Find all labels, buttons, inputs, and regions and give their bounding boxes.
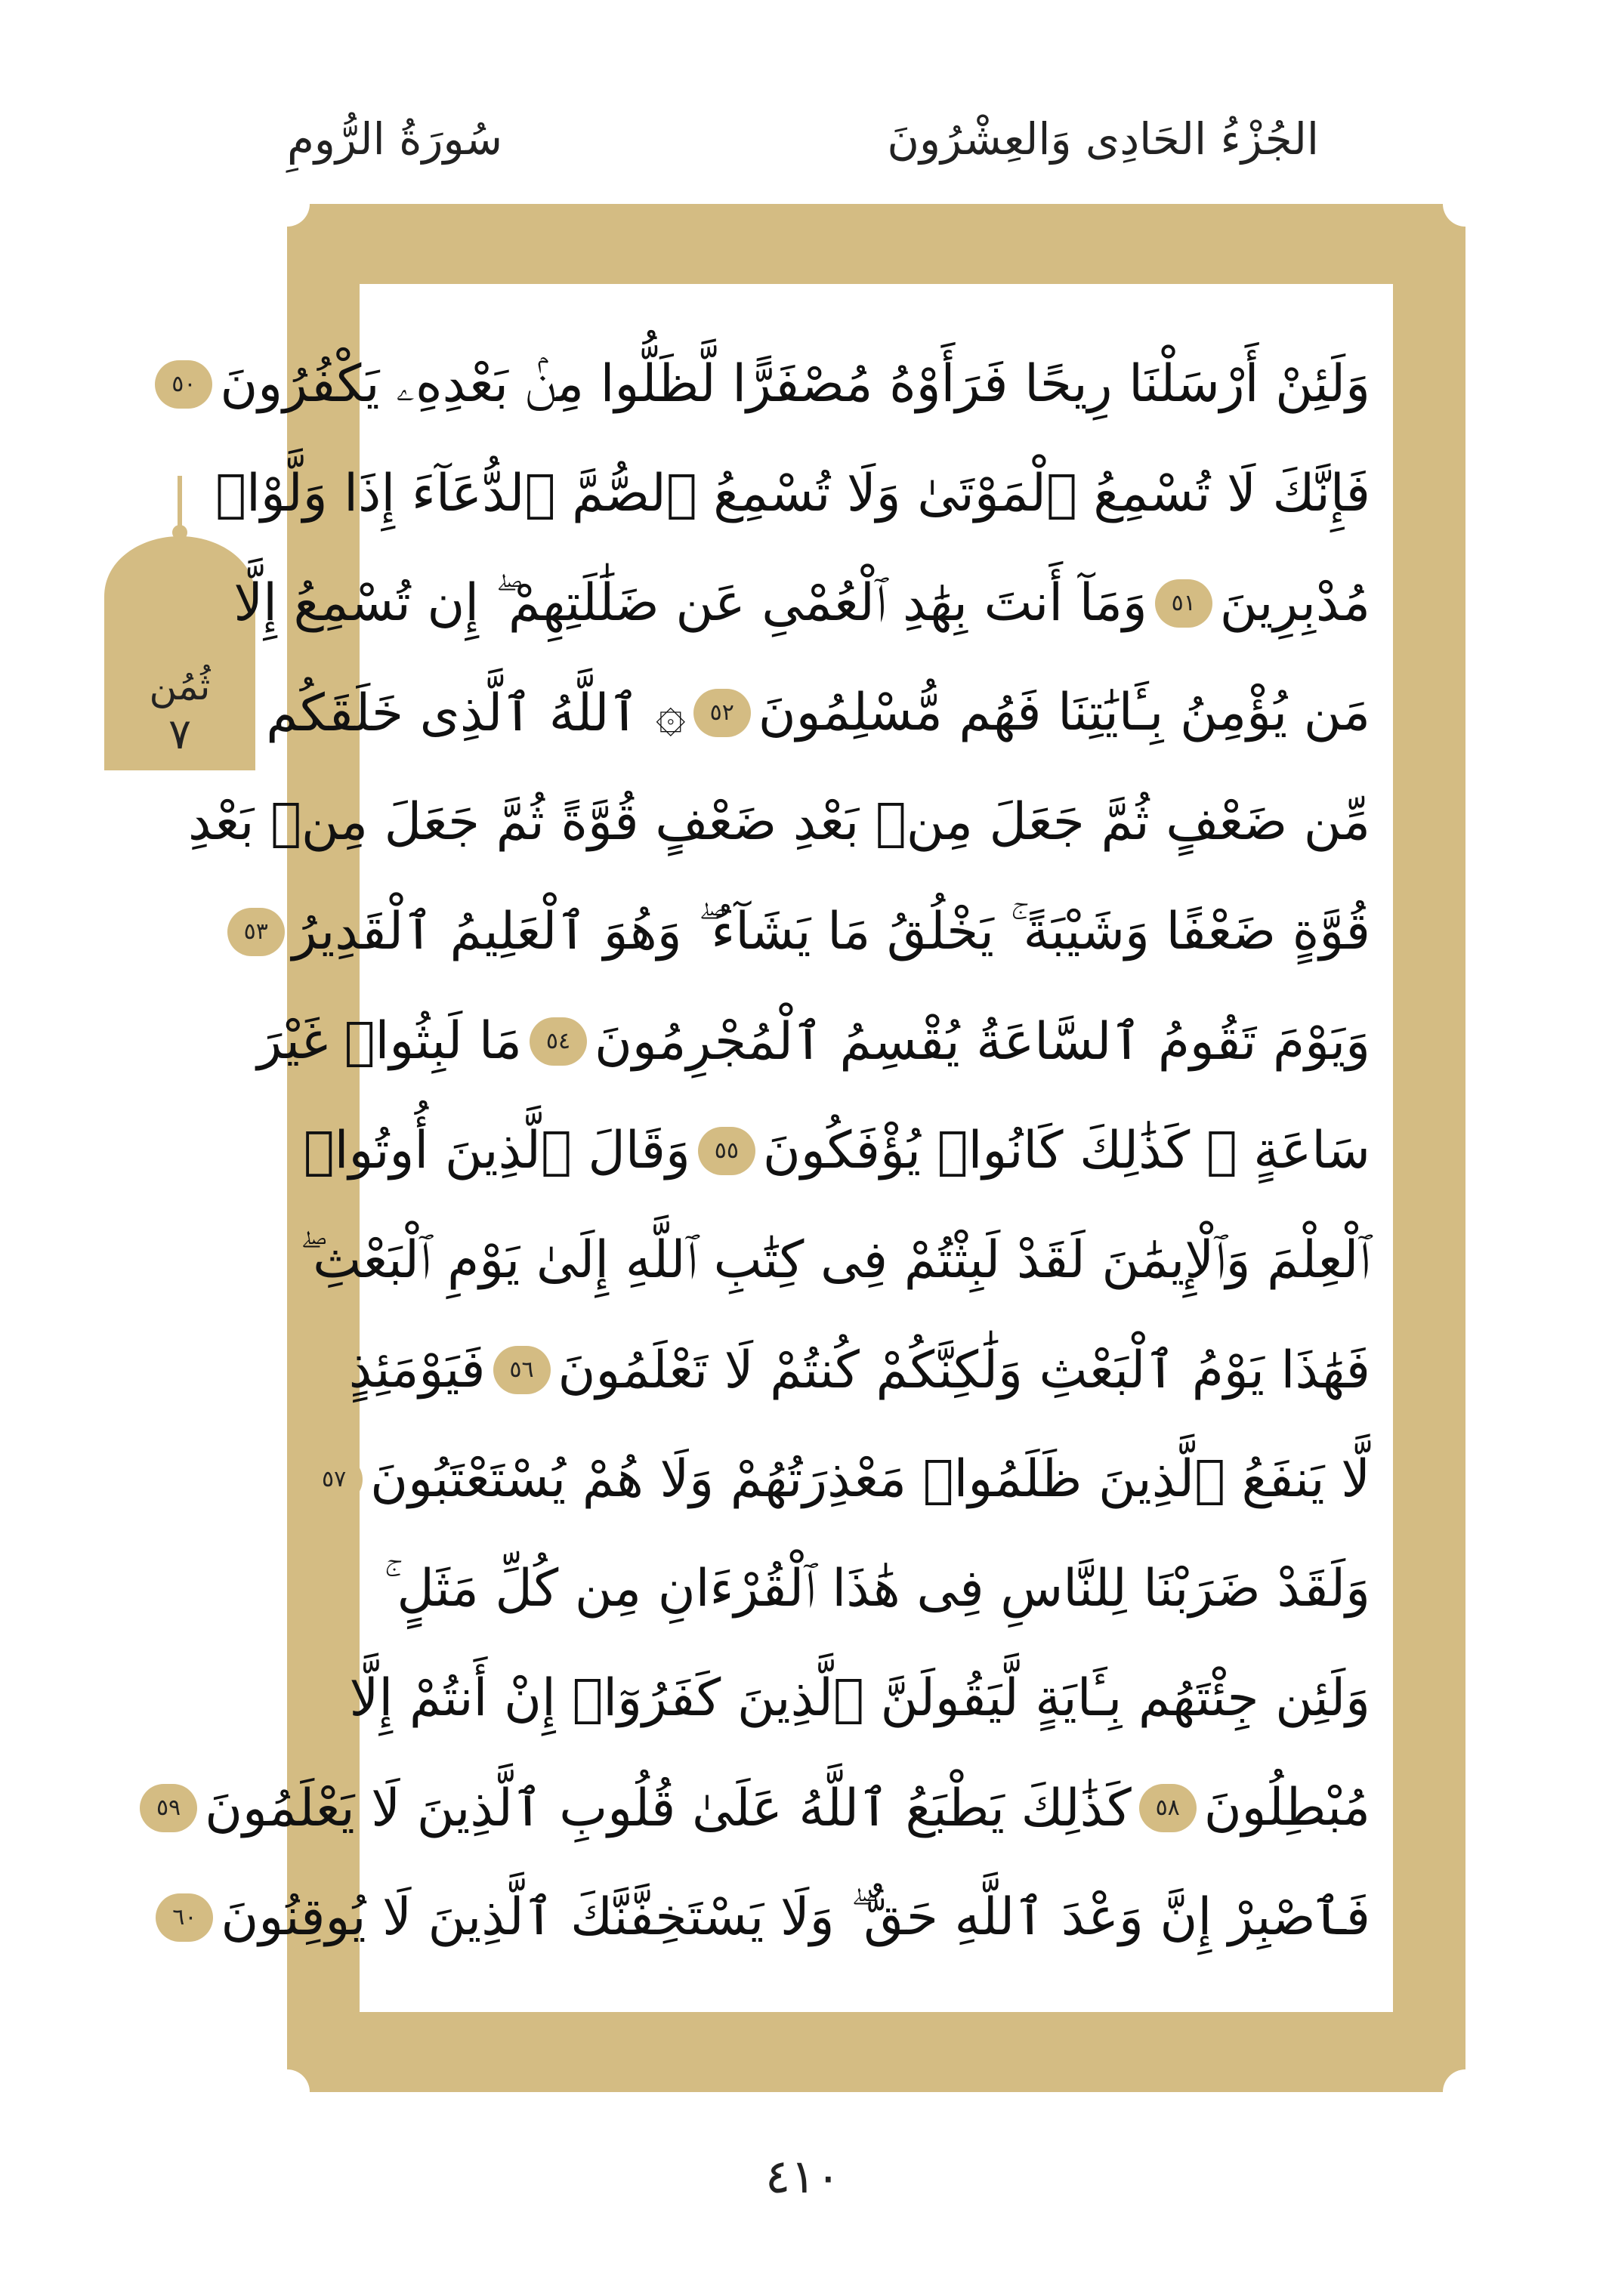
ayah-number: ٥٣ xyxy=(227,908,285,956)
ayah-number: ٥٥ xyxy=(698,1127,755,1175)
verse-text: لَّا يَنفَعُ ٱلَّذِينَ ظَلَمُوا۟ مَعْذِرَتُهُمْ وَلَا هُمْ يُسْتَعْتَبُونَ xyxy=(370,1449,1370,1509)
verse-line xyxy=(349,1643,1370,1753)
verse-line xyxy=(215,439,1370,548)
verse-text: فَهَٰذَا يَوْمُ ٱلْبَعْثِ وَلَٰكِنَّكُمْ كُنتُمْ لَا تَعْلَمُونَ xyxy=(557,1340,1370,1400)
ayah-number: ٦٠ xyxy=(156,1893,213,1942)
thumn-label: ثُمُن xyxy=(149,665,211,708)
verse-text: فَإِنَّكَ لَا تُسْمِعُ ٱلْمَوْتَىٰ وَلَا تُسْمِعُ ٱلصُّمَّ ٱلدُّعَآءَ إِذَا وَلَّوْا۟ xyxy=(215,464,1370,523)
ayah-number: ٥٢ xyxy=(693,689,751,737)
verse-line xyxy=(348,1315,1370,1424)
verse-text: وَلَئِن جِئْتَهُم بِـَٔايَةٍ لَّيَقُولَنَّ ٱلَّذِينَ كَفَرُوٓا۟ إِنْ أَنتُمْ إِلَّا xyxy=(349,1668,1370,1728)
ayah-number: ٥٤ xyxy=(530,1017,587,1066)
ayah-number: ٥٧ xyxy=(305,1455,363,1504)
verse-text: مَن يُؤْمِنُ بِـَٔايَٰتِنَا فَهُم مُّسْلِمُونَ xyxy=(758,683,1370,742)
verse-text: وَيَوْمَ تَقُومُ ٱلسَّاعَةُ يُقْسِمُ ٱلْمُجْرِمُونَ xyxy=(594,1011,1370,1072)
verse-text: مُدْبِرِينَ xyxy=(1219,573,1370,633)
verse-text: ٱلْعِلْمَ وَٱلْإِيمَٰنَ لَقَدْ لَبِثْتُمْ فِى كِتَٰبِ ٱللَّهِ إِلَىٰ يَوْمِ ٱلْبَعْثِ ۖ xyxy=(300,1230,1370,1290)
verse-line xyxy=(171,329,1370,439)
page-number: ٤١٠ xyxy=(765,2149,841,2204)
ayah-number: ٥٨ xyxy=(1139,1784,1197,1832)
verse-text: وَقَالَ ٱلَّذِينَ أُوتُوا۟ xyxy=(303,1121,690,1180)
verse-line xyxy=(382,1534,1370,1643)
juz-title: الجُزْءُ الحَادِى وَالعِشْرُونَ xyxy=(887,113,1319,165)
thumn-number: ٧ xyxy=(168,710,192,759)
verse-text: وَلَئِنْ أَرْسَلْنَا رِيحًا فَرَأَوْهُ مُصْفَرًّا لَّظَلُّوا مِنۢ بَعْدِهِۦ يَكْفُرُونَ xyxy=(220,353,1370,414)
verse-text: مَا لَبِثُوا۟ غَيْرَ xyxy=(257,1011,522,1071)
verse-line xyxy=(322,1424,1370,1534)
verse-text: سَاعَةٍ ۚ كَذَٰلِكَ كَانُوا۟ يُؤْفَكُونَ xyxy=(762,1121,1370,1180)
verse-text: مِّن ضَعْفٍ ثُمَّ جَعَلَ مِنۢ بَعْدِ ضَعْفٍ قُوَّةً ثُمَّ جَعَلَ مِنۢ بَعْدِ xyxy=(188,792,1370,852)
verse-line xyxy=(172,1862,1370,1972)
verse-line xyxy=(233,548,1370,658)
ayah-number: ٥٠ xyxy=(155,360,212,409)
verse-line xyxy=(243,877,1370,986)
verse-line xyxy=(266,658,1370,767)
surah-title: سُورَةُ الرُّومِ xyxy=(287,113,503,165)
verse-line xyxy=(300,1205,1370,1315)
verse-line xyxy=(303,1096,1370,1205)
verse-text: فَيَوْمَئِذٍ xyxy=(348,1340,486,1400)
ayah-number: ٥٩ xyxy=(140,1784,197,1832)
verse-line xyxy=(188,767,1370,877)
verse-line xyxy=(156,1753,1370,1862)
verse-text: قُوَّةٍ ضَعْفًا وَشَيْبَةً ۚ يَخْلُقُ مَا يَشَآءُ ۖ وَهُوَ ٱلْعَلِيمُ ٱلْقَدِيرُ xyxy=(292,902,1370,961)
verse-text: كَذَٰلِكَ يَطْبَعُ ٱللَّهُ عَلَىٰ قُلُوبِ ٱلَّذِينَ لَا يَعْلَمُونَ xyxy=(205,1778,1132,1838)
verse-text: مُبْطِلُونَ xyxy=(1203,1778,1370,1838)
verse-text: ۞ ٱللَّهُ ٱلَّذِى خَلَقَكُم xyxy=(266,683,686,743)
verse-text: وَمَآ أَنتَ بِهَٰدِ ٱلْعُمْىِ عَن ضَلَٰلَتِهِمْ ۖ إِن تُسْمِعُ إِلَّا xyxy=(233,572,1147,633)
ayah-number: ٥١ xyxy=(1155,579,1212,628)
ayah-number: ٥٦ xyxy=(493,1346,551,1394)
verse-line xyxy=(257,986,1370,1096)
verse-text: فَٱصْبِرْ إِنَّ وَعْدَ ٱللَّهِ حَقٌّ ۖ وَلَا يَسْتَخِفَّنَّكَ ٱلَّذِينَ لَا يُوقِنُونَ xyxy=(221,1887,1370,1947)
verse-text: وَلَقَدْ ضَرَبْنَا لِلنَّاسِ فِى هَٰذَا ٱلْقُرْءَانِ مِن كُلِّ مَثَلٍ ۚ xyxy=(384,1558,1370,1619)
